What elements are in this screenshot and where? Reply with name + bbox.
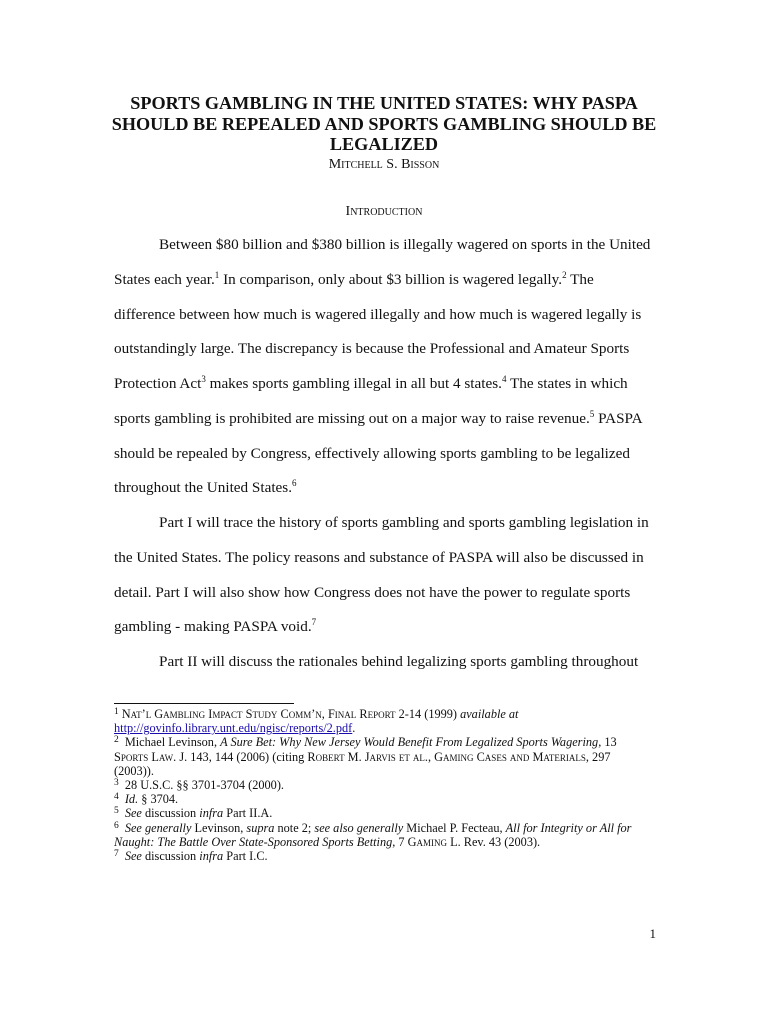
footnote-ref-5[interactable]: 5	[589, 408, 595, 419]
page-number: 1	[649, 926, 656, 941]
text-run-italic: infra	[199, 849, 224, 864]
text-run-italic: see also generally	[314, 820, 404, 835]
text-run: , 297	[585, 749, 611, 764]
footnote-line	[114, 778, 654, 792]
footnotes	[114, 707, 654, 863]
p1-line-7: should be repealed by Congress, effectively allowing sports gambling to be legalized	[114, 444, 630, 462]
footnote-number: 6	[114, 820, 119, 831]
footnote-line	[114, 750, 654, 764]
text-run-italic: available at	[460, 707, 519, 721]
p1-line-4: outstandingly large. The discrepancy is because the Professional and Amateur Sports	[114, 340, 630, 358]
footnote-line	[114, 735, 654, 749]
footnote-number: 1	[114, 707, 119, 717]
text-run: . J. 143, 144 (2006) (citing	[173, 749, 308, 764]
text-run: PASPA	[594, 409, 643, 427]
text-run: .	[352, 721, 356, 736]
paper-title	[100, 93, 668, 155]
text-run: § 3704.	[138, 792, 179, 807]
text-run: L. Rev. 43 (2003).	[447, 834, 541, 849]
p2-line-1: Part I will trace the history of sports gambling and sports gambling legislation in	[159, 514, 649, 531]
text-run: note 2;	[274, 820, 315, 835]
p3-line-1: Part II will discuss the rationales behind legalizing sports gambling throughout	[159, 653, 639, 670]
footnote-3	[114, 778, 654, 792]
footnote-separator	[114, 703, 294, 704]
footnote-1	[114, 707, 654, 735]
p2-line-4	[114, 610, 646, 645]
text-run-italic: Id.	[121, 792, 139, 807]
footnote-ref-7[interactable]: 7	[311, 617, 317, 628]
footnote-line	[114, 764, 654, 778]
title-line-1: SPORTS GAMBLING IN THE UNITED STATES: WHY PASPA	[130, 93, 638, 113]
text-run: sports gambling is prohibited are missing out on a major way to raise revenue.	[114, 409, 590, 427]
report-link[interactable]: http://govinfo.library.unt.edu/ngisc/reports/2.pdf	[114, 721, 353, 736]
paragraph-1	[114, 228, 651, 506]
p1-line-2	[114, 263, 646, 298]
text-run-italic: See generally	[121, 820, 192, 835]
paragraph-2	[114, 506, 649, 645]
footnote-ref-4[interactable]: 4	[501, 374, 507, 384]
text-run: (2003)).	[114, 763, 154, 778]
section-heading-introduction: Introduction	[345, 204, 423, 219]
text-run: In comparison, only about $3 billion is wagered legally.	[219, 270, 563, 288]
text-run: , 7	[392, 834, 408, 849]
title-line-3: LEGALIZED	[329, 134, 439, 154]
journal-name: Gaming	[407, 834, 448, 849]
p2-line-2: the United States. The policy reasons and substance of PASPA will also be discussed in	[114, 548, 644, 566]
author-name: Mitchell S. Bisson	[328, 157, 440, 172]
text-run: States each year.	[114, 270, 215, 288]
footnote-7	[114, 849, 654, 863]
citation-source: Nat’l Gambling Impact Study Comm’n, Final Report	[121, 707, 396, 721]
footnote-ref-3[interactable]: 3	[201, 374, 206, 384]
text-run-italic: infra	[199, 806, 224, 821]
p1-line-3: difference between how much is wagered illegally and how much is wagered legally is	[114, 305, 642, 323]
p1-line-5	[114, 367, 646, 402]
text-run-italic: See	[121, 849, 142, 864]
footnote-ref-1[interactable]: 1	[214, 269, 220, 280]
text-run: , 13	[598, 735, 617, 750]
title-line-2: SHOULD BE REPEALED AND SPORTS GAMBLING SHOULD BE	[111, 113, 657, 134]
footnote-number: 2	[114, 735, 119, 746]
p1-line-6	[114, 402, 646, 437]
footnote-line	[114, 835, 654, 849]
footnote-2	[114, 735, 654, 778]
text-run: Part II.A.	[223, 806, 273, 821]
footnote-number: 4	[114, 792, 119, 803]
p2-line-3: detail. Part I will also show how Congress does not have the power to regulate sports	[114, 583, 631, 601]
article-title: A Sure Bet: Why New Jersey Would Benefit From Legalized Sports Wagering	[220, 735, 599, 750]
text-run: Protection Act	[114, 375, 202, 392]
text-run: discussion	[141, 849, 200, 864]
text-run: makes sports gambling illegal in all but 4 states.	[205, 375, 502, 392]
footnote-line	[114, 821, 654, 835]
article-title: Naught: The Battle Over State-Sponsored Sports Betting	[114, 834, 393, 849]
p1-line-1: Between $80 billion and $380 billion is illegally wagered on sports in the United	[159, 236, 651, 253]
text-run: discussion	[141, 806, 200, 821]
footnote-ref-2[interactable]: 2	[562, 269, 567, 280]
text-run: Levinson,	[191, 820, 247, 835]
paragraph-3	[114, 645, 646, 680]
text-run: Michael Levinson,	[121, 735, 221, 750]
footnote-6	[114, 821, 654, 849]
footnote-ref-6[interactable]: 6	[292, 478, 297, 489]
book-title: Robert M. Jarvis et al., Gaming Cases and Materials	[307, 749, 586, 764]
footnote-number: 5	[114, 806, 119, 817]
footnote-line	[114, 707, 654, 721]
p1-line-8	[114, 471, 646, 506]
footnote-4	[114, 792, 654, 806]
text-run: 2-14 (1999)	[395, 707, 461, 721]
text-run-italic: supra	[246, 820, 275, 835]
body-text	[114, 228, 651, 680]
footnote-line	[114, 806, 654, 820]
text-run: 28 U.S.C. §§ 3701-3704 (2000).	[121, 778, 284, 793]
footnote-line	[114, 792, 654, 806]
footnote-line	[114, 721, 654, 735]
footnote-5	[114, 806, 654, 820]
article-title: All for Integrity or All for	[505, 820, 632, 835]
text-run: The	[566, 270, 594, 288]
text-run: Part I.C.	[223, 849, 268, 864]
text-run: Michael P. Fecteau,	[403, 820, 506, 835]
footnote-line	[114, 849, 654, 863]
text-run: The states in which	[506, 375, 628, 392]
footnote-number: 3	[114, 778, 119, 789]
text-run: throughout the United States.	[114, 479, 293, 497]
text-run: gambling - making PASPA void.	[114, 618, 312, 636]
journal-name: Sports Law	[114, 749, 174, 764]
text-run-italic: See	[121, 806, 142, 821]
footnote-number: 7	[114, 849, 119, 860]
